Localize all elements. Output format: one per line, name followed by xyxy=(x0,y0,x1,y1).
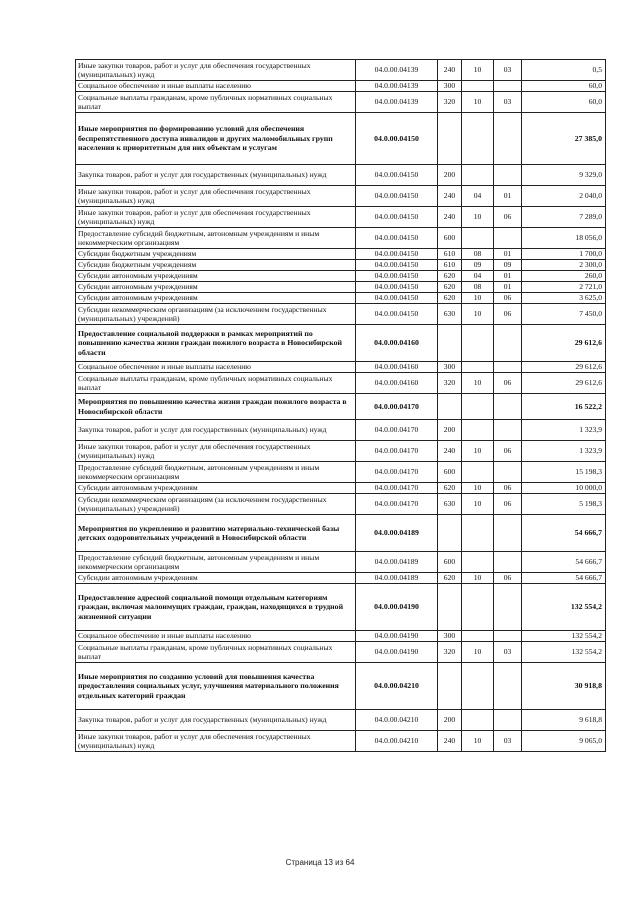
cell-amount: 9 329,0 xyxy=(522,165,606,186)
cell-vr: 300 xyxy=(438,631,462,642)
cell-rz: 10 xyxy=(462,441,494,462)
cell-vr: 620 xyxy=(438,573,462,584)
cell-name: Иные закупки товаров, работ и услуг для обеспечения государственных (муниципальных) нужд xyxy=(76,186,356,207)
cell-code: 04.0.00.04210 xyxy=(356,663,438,710)
cell-rz xyxy=(462,631,494,642)
table-row xyxy=(76,249,606,260)
cell-code: 04.0.00.04189 xyxy=(356,573,438,584)
cell-code: 04.0.00.04150 xyxy=(356,271,438,282)
table-row xyxy=(76,282,606,293)
cell-rz: 04 xyxy=(462,271,494,282)
cell-rz: 04 xyxy=(462,186,494,207)
cell-vr: 620 xyxy=(438,483,462,494)
table-row xyxy=(76,642,606,663)
cell-pr: 09 xyxy=(494,260,522,271)
cell-code: 04.0.00.04150 xyxy=(356,207,438,228)
cell-rz: 10 xyxy=(462,60,494,81)
cell-code: 04.0.00.04190 xyxy=(356,584,438,631)
cell-code: 04.0.00.04160 xyxy=(356,373,438,394)
cell-amount: 5 198,3 xyxy=(522,494,606,515)
table-row xyxy=(76,207,606,228)
cell-name: Закупка товаров, работ и услуг для государственных (муниципальных) нужд xyxy=(76,420,356,441)
cell-vr xyxy=(438,113,462,165)
table-row-section xyxy=(76,113,606,165)
cell-pr: 06 xyxy=(494,293,522,304)
cell-pr xyxy=(494,663,522,710)
cell-amount: 60,0 xyxy=(522,92,606,113)
cell-code: 04.0.00.04210 xyxy=(356,710,438,731)
cell-code: 04.0.00.04210 xyxy=(356,731,438,752)
cell-code: 04.0.00.04170 xyxy=(356,420,438,441)
cell-name: Субсидии автономным учреждениям xyxy=(76,282,356,293)
table-row xyxy=(76,552,606,573)
cell-pr: 03 xyxy=(494,92,522,113)
cell-name: Мероприятия по укреплению и развитию материально-технической базы детских оздоровительных учреждений в Новосибирской области xyxy=(76,515,356,552)
cell-pr: 06 xyxy=(494,573,522,584)
cell-vr: 240 xyxy=(438,186,462,207)
cell-rz: 09 xyxy=(462,260,494,271)
table-row xyxy=(76,494,606,515)
cell-vr: 300 xyxy=(438,81,462,92)
cell-name: Предоставление социальной поддержки в рамках мероприятий по повышению качества жизни граждан пожилого возраста в Новосибирской области xyxy=(76,325,356,362)
cell-vr xyxy=(438,584,462,631)
cell-name: Предоставление субсидий бюджетным, автономным учреждениям и иным некоммерческим организациям xyxy=(76,462,356,483)
cell-name: Предоставление субсидий бюджетным, автономным учреждениям и иным некоммерческим организациям xyxy=(76,552,356,573)
cell-code: 04.0.00.04150 xyxy=(356,260,438,271)
cell-vr: 200 xyxy=(438,420,462,441)
cell-code: 04.0.00.04189 xyxy=(356,515,438,552)
cell-vr xyxy=(438,394,462,420)
cell-code: 04.0.00.04190 xyxy=(356,631,438,642)
cell-code: 04.0.00.04190 xyxy=(356,642,438,663)
cell-vr: 610 xyxy=(438,249,462,260)
table-row xyxy=(76,186,606,207)
cell-rz: 10 xyxy=(462,494,494,515)
cell-vr xyxy=(438,515,462,552)
cell-pr xyxy=(494,710,522,731)
cell-name: Субсидии автономным учреждениям xyxy=(76,271,356,282)
table-row xyxy=(76,420,606,441)
table-row xyxy=(76,228,606,249)
table-row xyxy=(76,483,606,494)
cell-pr xyxy=(494,81,522,92)
table-row xyxy=(76,462,606,483)
cell-rz: 10 xyxy=(462,293,494,304)
table-row xyxy=(76,441,606,462)
cell-pr xyxy=(494,113,522,165)
cell-amount: 27 385,0 xyxy=(522,113,606,165)
cell-rz: 10 xyxy=(462,304,494,325)
cell-pr: 01 xyxy=(494,249,522,260)
cell-name: Предоставление субсидий бюджетным, автономным учреждениям и иным некоммерческим организациям xyxy=(76,228,356,249)
cell-vr xyxy=(438,663,462,710)
cell-amount: 132 554,2 xyxy=(522,584,606,631)
cell-name: Иные мероприятия по созданию условий для повышения качества предоставления социальных услуг, улучшения материального положения отдельных категорий граждан xyxy=(76,663,356,710)
cell-rz xyxy=(462,362,494,373)
cell-vr: 200 xyxy=(438,165,462,186)
cell-pr: 03 xyxy=(494,642,522,663)
cell-vr: 620 xyxy=(438,293,462,304)
cell-pr: 03 xyxy=(494,60,522,81)
cell-amount: 1 323,9 xyxy=(522,441,606,462)
cell-code: 04.0.00.04170 xyxy=(356,441,438,462)
cell-rz xyxy=(462,663,494,710)
cell-rz xyxy=(462,515,494,552)
cell-amount: 9 065,0 xyxy=(522,731,606,752)
cell-rz xyxy=(462,81,494,92)
cell-name: Мероприятия по повышению качества жизни граждан пожилого возраста в Новосибирской области xyxy=(76,394,356,420)
cell-rz: 10 xyxy=(462,92,494,113)
cell-pr xyxy=(494,165,522,186)
cell-rz xyxy=(462,113,494,165)
cell-amount: 29 612,6 xyxy=(522,325,606,362)
cell-vr: 600 xyxy=(438,552,462,573)
cell-pr: 06 xyxy=(494,483,522,494)
cell-rz xyxy=(462,165,494,186)
table-row xyxy=(76,260,606,271)
cell-vr: 630 xyxy=(438,494,462,515)
cell-amount: 2 040,0 xyxy=(522,186,606,207)
cell-rz xyxy=(462,325,494,362)
cell-pr: 01 xyxy=(494,271,522,282)
cell-code: 04.0.00.04170 xyxy=(356,462,438,483)
cell-vr: 620 xyxy=(438,282,462,293)
cell-amount: 29 612,6 xyxy=(522,373,606,394)
cell-amount: 15 198,3 xyxy=(522,462,606,483)
cell-rz xyxy=(462,462,494,483)
cell-code: 04.0.00.04170 xyxy=(356,483,438,494)
cell-vr: 610 xyxy=(438,260,462,271)
table-row-section xyxy=(76,515,606,552)
cell-rz: 10 xyxy=(462,731,494,752)
cell-name: Предоставление адресной социальной помощи отдельным категориям граждан, включая малоимущих граждан, граждан, находящихся в трудной жизненной ситуации xyxy=(76,584,356,631)
cell-name: Субсидии автономным учреждениям xyxy=(76,293,356,304)
cell-code: 04.0.00.04189 xyxy=(356,552,438,573)
cell-name: Субсидии некоммерческим организациям (за исключением государственных (муниципальных) учреждений) xyxy=(76,494,356,515)
cell-code: 04.0.00.04150 xyxy=(356,304,438,325)
cell-name: Иные закупки товаров, работ и услуг для обеспечения государственных (муниципальных) нужд xyxy=(76,731,356,752)
cell-rz xyxy=(462,584,494,631)
cell-amount: 10 000,0 xyxy=(522,483,606,494)
cell-amount: 2 721,0 xyxy=(522,282,606,293)
cell-pr xyxy=(494,584,522,631)
cell-name: Субсидии бюджетным учреждениям xyxy=(76,260,356,271)
cell-rz xyxy=(462,394,494,420)
cell-rz xyxy=(462,552,494,573)
table-row xyxy=(76,81,606,92)
cell-rz: 08 xyxy=(462,249,494,260)
cell-code: 04.0.00.04170 xyxy=(356,494,438,515)
cell-code: 04.0.00.04139 xyxy=(356,81,438,92)
cell-code: 04.0.00.04139 xyxy=(356,60,438,81)
cell-name: Иные мероприятия по формированию условий для обеспечения беспрепятственного доступа инвалидов и других маломобильных групп населения к приоритетным для них объектам и услугам xyxy=(76,113,356,165)
cell-pr: 06 xyxy=(494,494,522,515)
cell-code: 04.0.00.04160 xyxy=(356,362,438,373)
table-row xyxy=(76,293,606,304)
cell-pr: 06 xyxy=(494,207,522,228)
cell-pr: 06 xyxy=(494,441,522,462)
cell-name: Субсидии некоммерческим организациям (за исключением государственных (муниципальных) учреждений) xyxy=(76,304,356,325)
cell-vr xyxy=(438,325,462,362)
table-row xyxy=(76,710,606,731)
cell-rz: 08 xyxy=(462,282,494,293)
cell-vr: 600 xyxy=(438,228,462,249)
cell-rz xyxy=(462,710,494,731)
cell-vr: 320 xyxy=(438,642,462,663)
cell-name: Субсидии автономным учреждениям xyxy=(76,483,356,494)
page-footer xyxy=(0,858,640,867)
table-row xyxy=(76,362,606,373)
cell-pr xyxy=(494,462,522,483)
cell-name: Иные закупки товаров, работ и услуг для обеспечения государственных (муниципальных) нужд xyxy=(76,207,356,228)
cell-name: Социальное обеспечение и иные выплаты населению xyxy=(76,362,356,373)
cell-amount: 1 700,0 xyxy=(522,249,606,260)
cell-pr: 03 xyxy=(494,731,522,752)
cell-vr: 240 xyxy=(438,441,462,462)
cell-amount: 60,0 xyxy=(522,81,606,92)
cell-amount: 30 918,8 xyxy=(522,663,606,710)
cell-vr: 240 xyxy=(438,60,462,81)
cell-amount: 3 625,0 xyxy=(522,293,606,304)
cell-name: Закупка товаров, работ и услуг для государственных (муниципальных) нужд xyxy=(76,710,356,731)
cell-pr xyxy=(494,362,522,373)
cell-pr xyxy=(494,631,522,642)
cell-name: Иные закупки товаров, работ и услуг для обеспечения государственных (муниципальных) нужд xyxy=(76,441,356,462)
cell-vr: 600 xyxy=(438,462,462,483)
cell-amount: 18 056,0 xyxy=(522,228,606,249)
cell-amount: 7 289,0 xyxy=(522,207,606,228)
cell-name: Иные закупки товаров, работ и услуг для обеспечения государственных (муниципальных) нужд xyxy=(76,60,356,81)
cell-rz: 10 xyxy=(462,373,494,394)
cell-amount: 1 323,9 xyxy=(522,420,606,441)
cell-code: 04.0.00.04150 xyxy=(356,186,438,207)
cell-vr: 630 xyxy=(438,304,462,325)
cell-pr xyxy=(494,228,522,249)
cell-code: 04.0.00.04150 xyxy=(356,293,438,304)
page-number-label: Страница 13 из 64 xyxy=(285,858,355,867)
table-row-section xyxy=(76,663,606,710)
cell-name: Социальные выплаты гражданам, кроме публичных нормативных социальных выплат xyxy=(76,642,356,663)
cell-name: Социальное обеспечение и иные выплаты населению xyxy=(76,81,356,92)
cell-code: 04.0.00.04150 xyxy=(356,165,438,186)
cell-amount: 7 450,0 xyxy=(522,304,606,325)
cell-vr: 620 xyxy=(438,271,462,282)
cell-vr: 200 xyxy=(438,710,462,731)
table-row xyxy=(76,271,606,282)
cell-pr xyxy=(494,394,522,420)
cell-code: 04.0.00.04150 xyxy=(356,113,438,165)
table-row xyxy=(76,304,606,325)
table-row xyxy=(76,165,606,186)
cell-name: Субсидии автономным учреждениям xyxy=(76,573,356,584)
cell-vr: 300 xyxy=(438,362,462,373)
cell-amount: 260,0 xyxy=(522,271,606,282)
cell-name: Социальные выплаты гражданам, кроме публичных нормативных социальных выплат xyxy=(76,373,356,394)
cell-code: 04.0.00.04139 xyxy=(356,92,438,113)
cell-amount: 132 554,2 xyxy=(522,631,606,642)
cell-code: 04.0.00.04170 xyxy=(356,394,438,420)
cell-pr xyxy=(494,325,522,362)
cell-amount: 2 300,0 xyxy=(522,260,606,271)
table-row xyxy=(76,731,606,752)
cell-name: Закупка товаров, работ и услуг для государственных (муниципальных) нужд xyxy=(76,165,356,186)
cell-code: 04.0.00.04150 xyxy=(356,282,438,293)
cell-rz: 10 xyxy=(462,207,494,228)
cell-vr: 240 xyxy=(438,731,462,752)
table-row xyxy=(76,373,606,394)
cell-pr: 06 xyxy=(494,304,522,325)
cell-pr: 06 xyxy=(494,373,522,394)
cell-name: Субсидии бюджетным учреждениям xyxy=(76,249,356,260)
cell-pr xyxy=(494,552,522,573)
cell-rz: 10 xyxy=(462,642,494,663)
cell-code: 04.0.00.04160 xyxy=(356,325,438,362)
table-row xyxy=(76,92,606,113)
table-row-section xyxy=(76,325,606,362)
budget-table xyxy=(75,59,606,752)
table-row xyxy=(76,631,606,642)
cell-pr: 01 xyxy=(494,186,522,207)
cell-amount: 54 666,7 xyxy=(522,515,606,552)
cell-amount: 9 618,8 xyxy=(522,710,606,731)
cell-amount: 54 666,7 xyxy=(522,573,606,584)
cell-amount: 29 612,6 xyxy=(522,362,606,373)
cell-rz xyxy=(462,420,494,441)
cell-name: Социальные выплаты гражданам, кроме публичных нормативных социальных выплат xyxy=(76,92,356,113)
cell-amount: 0,5 xyxy=(522,60,606,81)
cell-rz xyxy=(462,228,494,249)
table-body xyxy=(76,60,606,752)
cell-amount: 132 554,2 xyxy=(522,642,606,663)
table-row xyxy=(76,573,606,584)
cell-rz: 10 xyxy=(462,483,494,494)
cell-vr: 240 xyxy=(438,207,462,228)
table-row-section xyxy=(76,394,606,420)
cell-code: 04.0.00.04150 xyxy=(356,249,438,260)
cell-code: 04.0.00.04150 xyxy=(356,228,438,249)
cell-vr: 320 xyxy=(438,373,462,394)
cell-pr: 01 xyxy=(494,282,522,293)
cell-pr xyxy=(494,515,522,552)
cell-amount: 16 522,2 xyxy=(522,394,606,420)
cell-vr: 320 xyxy=(438,92,462,113)
table-row xyxy=(76,60,606,81)
cell-rz: 10 xyxy=(462,573,494,584)
cell-pr xyxy=(494,420,522,441)
cell-amount: 54 666,7 xyxy=(522,552,606,573)
table-row-section xyxy=(76,584,606,631)
cell-name: Социальное обеспечение и иные выплаты населению xyxy=(76,631,356,642)
